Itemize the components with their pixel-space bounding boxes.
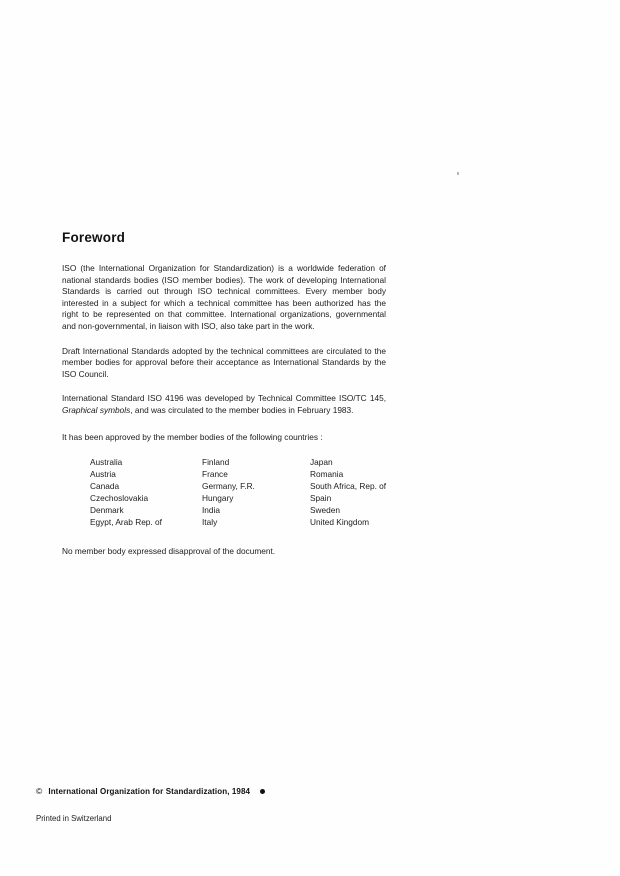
list-item: Egypt, Arab Rep. of (90, 516, 162, 527)
list-item: Finland (202, 457, 230, 468)
list-item: Sweden (310, 504, 340, 515)
approval-intro: It has been approved by the member bodies of the following countries : (62, 431, 323, 442)
foreword-section (62, 230, 386, 557)
list-item: Spain (310, 492, 332, 503)
page-footer (36, 786, 584, 823)
copyright-text: International Organization for Standardization, 1984 (48, 786, 251, 796)
list-item: Japan (310, 457, 333, 468)
country-list (90, 457, 386, 528)
bullet-dot-icon (260, 789, 265, 794)
list-item: Germany, F.R. (202, 480, 255, 491)
standard-paragraph-before: International Standard ISO 4196 was developed by Technical Committee ISO/TC 145, (62, 393, 386, 404)
copyright-line (36, 786, 584, 796)
foreword-paragraph-2: Draft International Standards adopted by the technical committees are circulated to the member bodies for approval before their acceptance as International Standards by the ISO Council. (62, 345, 386, 379)
list-item: Australia (90, 457, 123, 468)
list-item: South Africa, Rep. of (310, 480, 387, 491)
list-item: France (202, 469, 228, 480)
copyright-icon: © (36, 786, 43, 796)
list-item: Austria (90, 469, 116, 480)
standard-paragraph-italic: Graphical symbols (62, 404, 131, 415)
page-title: Foreword (62, 230, 126, 245)
list-item: Czechoslovakia (90, 492, 149, 503)
list-item: Canada (90, 480, 120, 491)
list-item: Romania (310, 469, 344, 480)
printed-in-text: Printed in Switzerland (36, 814, 112, 823)
foreword-paragraph-3 (62, 393, 386, 416)
standard-paragraph-after: , and was circulated to the member bodies in February 1983. (130, 404, 354, 415)
list-item: United Kingdom (310, 516, 370, 527)
stray-ink-mark (457, 172, 459, 175)
list-item: India (202, 504, 220, 515)
foreword-paragraph-1: ISO (the International Organization for Standardization) is a worldwide federation of national standards bodies (ISO member bodies). The work of developing International Standards is carried out through ISO technical committees. Every member body interested in a subject for which a technical committee has been authorized has the right to be represented on that committee. International organizations, governmental and non-governmental, in liaison with ISO, also take part in the work. (62, 263, 386, 331)
list-item: Hungary (202, 492, 234, 503)
disapproval-note: No member body expressed disapproval of the document. (62, 545, 276, 556)
list-item: Italy (202, 516, 218, 527)
list-item: Denmark (90, 504, 124, 515)
